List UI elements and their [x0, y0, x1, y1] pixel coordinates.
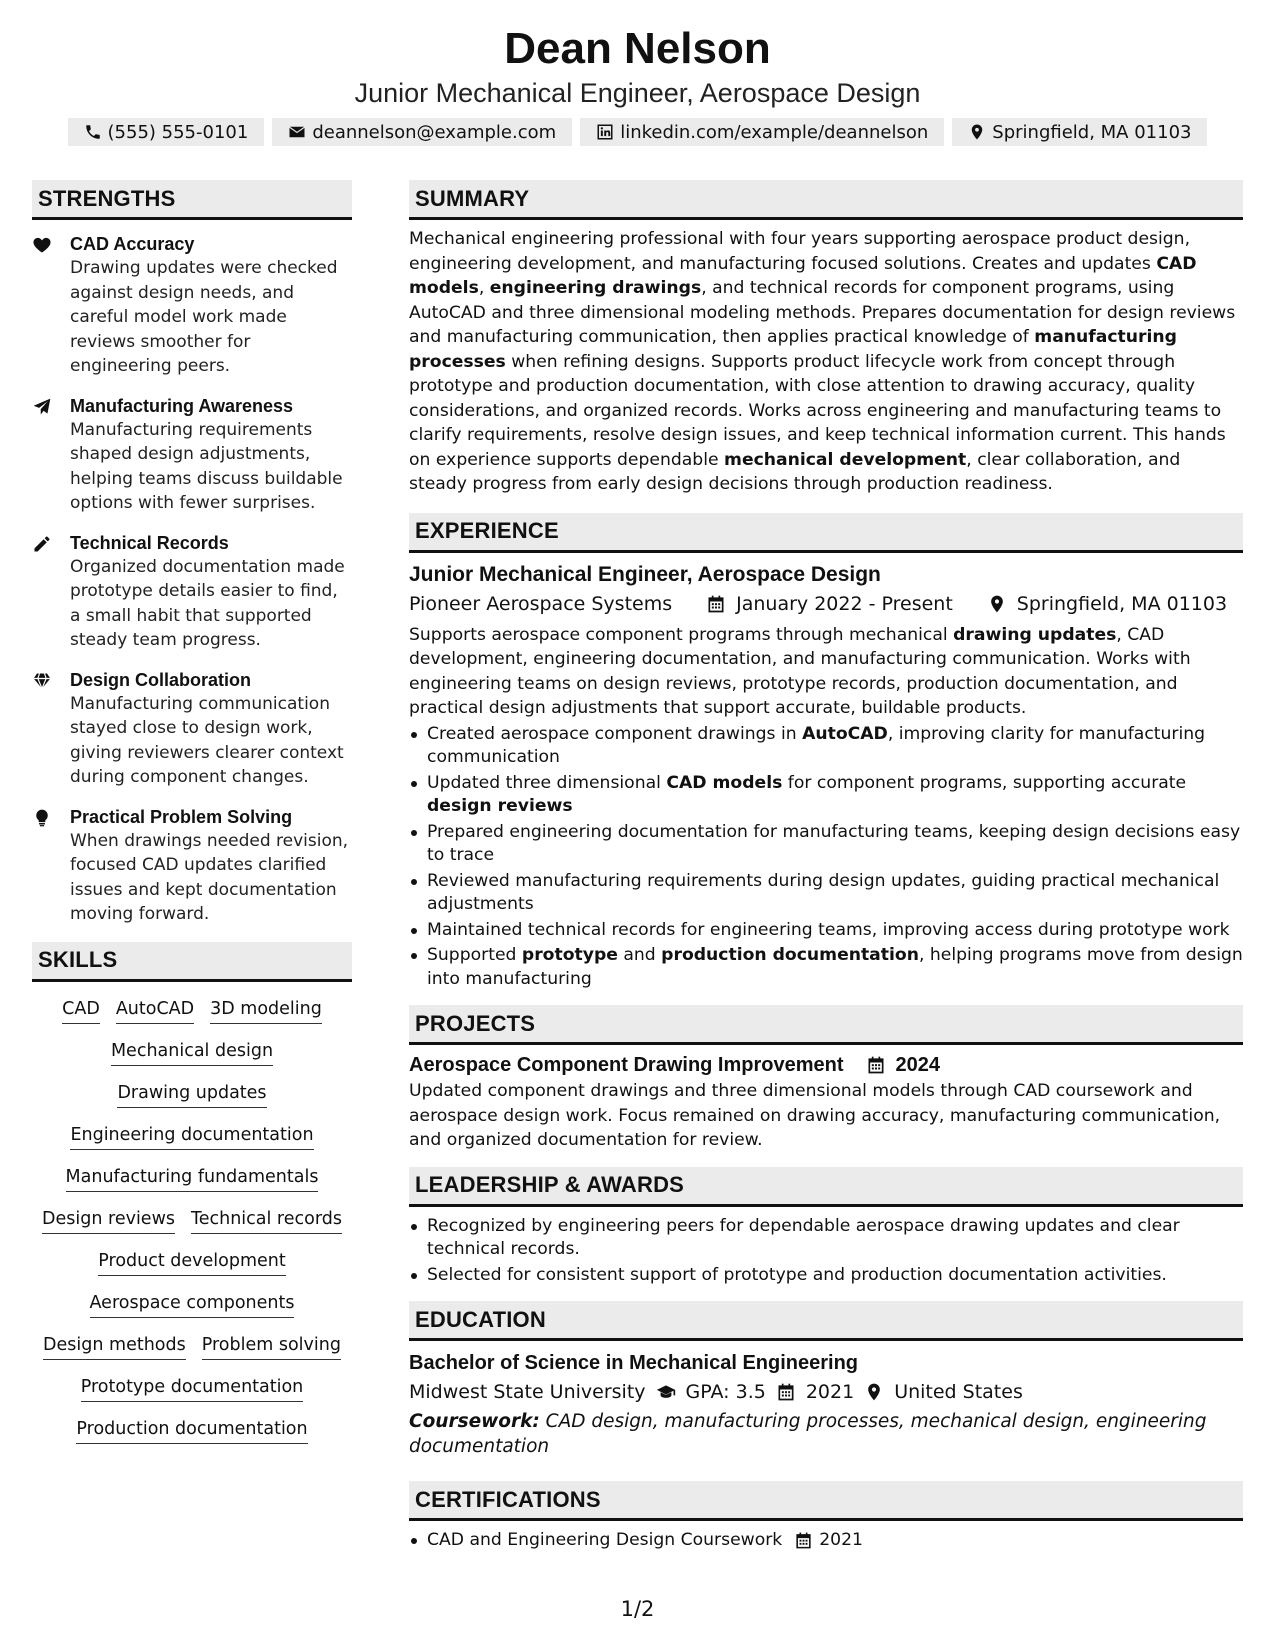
awards-heading: LEADERSHIP & AWARDS: [409, 1167, 1243, 1207]
candidate-title: Junior Mechanical Engineer, Aerospace Design: [354, 78, 921, 108]
page-number: 1/2: [620, 1597, 655, 1621]
bold-keyword: drawing updates: [953, 624, 1117, 645]
strength-title: Design Collaboration: [70, 669, 252, 690]
project-year: 2024: [895, 1054, 941, 1076]
projects-heading: PROJECTS: [409, 1005, 1243, 1045]
experience-bullet: [409, 821, 1243, 868]
summary-text: [409, 227, 1243, 497]
text-run: , helping programs move from design into manufacturing: [427, 945, 1243, 989]
text-run: Mechanical engineering professional with four years supporting aerospace product design, engineering development, and manufacturing focused solutions. Creates and updates: [409, 229, 1191, 274]
skills-heading: SKILLS: [32, 942, 352, 982]
skills-list: [32, 996, 352, 1444]
experience-location: Springfield, MA 01103: [1016, 592, 1228, 615]
text-run: Reviewed manufacturing requirements during design updates, guiding practical mechanical adjustments: [427, 870, 1220, 914]
experience-company: Pioneer Aerospace Systems: [409, 592, 673, 615]
summary-heading: SUMMARY: [409, 180, 1243, 220]
left-column: [32, 180, 352, 1444]
education-meta: [409, 1377, 1243, 1407]
calendar-icon: [776, 1382, 796, 1402]
skill-tag: Aerospace components: [90, 1290, 295, 1318]
text-run: for component programs, supporting accurate: [782, 772, 1187, 793]
bold-keyword: engineering drawings: [489, 278, 702, 298]
experience-bullet: [409, 772, 1243, 819]
strength-body: [70, 805, 352, 927]
bold-keyword: mechanical development: [724, 449, 967, 470]
education-degree: Bachelor of Science in Mechanical Engineering: [409, 1352, 859, 1374]
experience-bullet: [409, 919, 1243, 943]
skill-tag: Technical records: [191, 1206, 342, 1234]
contact-location: [952, 118, 1207, 146]
strength-title: Practical Problem Solving: [70, 806, 293, 827]
strength-description: Manufacturing requirements shaped design adjustments, helping teams discuss buildable options with fewer surprises.: [70, 419, 343, 513]
text-run: when refining designs. Supports product lifecycle work from concept through prototype and production documentation, with close attention to drawing accuracy, quality considerations, and organized records. Works across engineering and manufacturing teams to clarify requirements, resolve design issues, and keep technical information current. This hands on experience supports dependable: [409, 351, 1226, 470]
diamond-icon: [32, 668, 70, 790]
skill-tag: Drawing updates: [117, 1080, 266, 1108]
text-run: Prepared engineering documentation for manufacturing teams, keeping design decisions easy to trace: [427, 821, 1241, 865]
text-run: , and technical records for component programs, using AutoCAD and three dimensional modeling methods. Prepares documentation for design reviews and manufacturing communication, then applies practical knowledge of: [409, 278, 1236, 347]
skill-tag: Manufacturing fundamentals: [66, 1164, 319, 1192]
experience-role: Junior Mechanical Engineer, Aerospace Design: [409, 562, 881, 586]
candidate-name: Dean Nelson: [504, 24, 771, 73]
strength-item: [32, 805, 352, 927]
resume-header: [0, 22, 1275, 146]
experience-dates: January 2022 - Present: [736, 592, 953, 615]
text-run: ,: [478, 278, 490, 298]
text-run: and: [617, 945, 662, 965]
linkedin-icon: [596, 123, 614, 141]
bold-keyword: prototype: [521, 945, 618, 965]
award-item: Recognized by engineering peers for dependable aerospace drawing updates and clear technical records.: [409, 1215, 1243, 1262]
bold-keyword: design reviews: [427, 796, 573, 816]
skill-tag: Production documentation: [76, 1416, 307, 1444]
strength-body: [70, 668, 352, 790]
certifications-list: [409, 1529, 1243, 1553]
email-text[interactable]: deannelson@example.com: [312, 121, 557, 143]
envelope-icon: [288, 123, 306, 141]
coursework-text: CAD design, manufacturing processes, mechanical design, engineering documentation: [409, 1411, 1207, 1457]
skill-tag: 3D modeling: [210, 996, 322, 1024]
certification-item: [409, 1529, 1243, 1553]
text-run: Maintained technical records for engineering teams, improving access during prototype work: [427, 919, 1230, 940]
text-run: Created aerospace component drawings in: [427, 723, 803, 744]
skill-tag: Problem solving: [202, 1332, 341, 1360]
text-run: , improving clarity for manufacturing communication: [427, 723, 1206, 767]
bold-keyword: CAD models: [409, 253, 1197, 298]
strength-title: CAD Accuracy: [70, 234, 195, 254]
pencil-icon: [32, 531, 70, 653]
skill-tag: Product development: [98, 1248, 285, 1276]
strength-description: Organized documentation made prototype details easier to find, a small habit that supported steady team progress.: [70, 556, 345, 650]
strength-description: Drawing updates were checked against design needs, and careful model work made reviews smoother for engineering peers.: [70, 258, 338, 376]
project-header: [409, 1051, 1243, 1079]
strengths-list: [32, 232, 352, 927]
education-year: 2021: [805, 1381, 855, 1403]
award-item: Selected for consistent support of prototype and production documentation activities.: [409, 1264, 1243, 1288]
education-location: United States: [894, 1381, 1023, 1403]
education-school: Midwest State University: [409, 1381, 646, 1403]
experience-heading: EXPERIENCE: [409, 513, 1243, 553]
strength-item: [32, 531, 352, 653]
strength-description: When drawings needed revision, focused CAD updates clarified issues and kept documentation moving forward.: [70, 830, 349, 924]
map-pin-icon: [968, 123, 986, 141]
text-run: Supports aerospace component programs through mechanical: [409, 624, 954, 645]
experience-bullet: [409, 944, 1243, 991]
project-description: Updated component drawings and three dimensional models through CAD coursework and aerospace design work. Focus remained on drawing accuracy, manufacturing communication, and organized documentation for review.: [409, 1081, 1221, 1150]
education-heading: EDUCATION: [409, 1301, 1243, 1341]
bold-keyword: AutoCAD: [802, 723, 888, 744]
skill-tag: Engineering documentation: [70, 1122, 313, 1150]
strength-item: [32, 668, 352, 790]
project-title: Aerospace Component Drawing Improvement: [409, 1054, 844, 1076]
map-pin-icon: [864, 1382, 884, 1402]
experience-bullets: [409, 723, 1243, 992]
skill-tag: Mechanical design: [111, 1038, 273, 1066]
strength-title: Technical Records: [70, 532, 229, 553]
certifications-heading: CERTIFICATIONS: [409, 1481, 1243, 1521]
awards-list: [409, 1215, 1243, 1288]
strength-item: [32, 232, 352, 379]
linkedin-text[interactable]: linkedin.com/example/deannelson: [620, 121, 929, 143]
contact-email[interactable]: [272, 118, 572, 146]
bold-keyword: manufacturing processes: [409, 327, 1177, 372]
education-coursework: [409, 1409, 1243, 1459]
certification-year: 2021: [819, 1530, 863, 1550]
right-column: [409, 180, 1243, 1555]
location-text: Springfield, MA 01103: [992, 121, 1192, 143]
contact-linkedin[interactable]: [580, 118, 944, 146]
heart-icon: [32, 232, 70, 379]
skill-tag: Design methods: [43, 1332, 186, 1360]
calendar-icon: [794, 1531, 813, 1550]
graduation-cap-icon: [656, 1382, 676, 1402]
skill-tag: Design reviews: [42, 1206, 175, 1234]
bold-keyword: production documentation: [661, 945, 919, 965]
experience-description: [409, 623, 1243, 721]
experience-bullet: [409, 723, 1243, 770]
text-run: Supported: [427, 945, 522, 965]
certification-name: CAD and Engineering Design Coursework: [427, 1530, 783, 1550]
paper-plane-icon: [32, 394, 70, 516]
bold-keyword: CAD models: [666, 772, 783, 793]
text-run: Updated three dimensional: [427, 772, 667, 793]
strength-item: [32, 394, 352, 516]
phone-text: (555) 555-0101: [107, 121, 249, 143]
phone-icon: [84, 123, 102, 141]
contact-bar: [0, 118, 1275, 146]
skill-tag: CAD: [62, 996, 100, 1024]
strength-body: [70, 232, 352, 379]
contact-phone: [68, 118, 265, 146]
strengths-heading: STRENGTHS: [32, 180, 352, 220]
strength-title: Manufacturing Awareness: [70, 395, 294, 416]
experience-meta: [409, 589, 1243, 619]
text-run: , CAD development, engineering documentation, and manufacturing communication. Works with engineering teams on design reviews, prototype records, production documentation, and practical design adjustments that support accurate, buildable products.: [409, 624, 1191, 718]
lightbulb-icon: [32, 805, 70, 927]
strength-body: [70, 531, 352, 653]
strength-body: [70, 394, 352, 516]
strength-description: Manufacturing communication stayed close to design work, giving reviewers clearer context during component changes.: [70, 693, 344, 787]
map-pin-icon: [987, 594, 1007, 614]
experience-bullet: [409, 870, 1243, 917]
calendar-icon: [706, 594, 726, 614]
skill-tag: Prototype documentation: [81, 1374, 304, 1402]
coursework-label: Coursework:: [409, 1411, 540, 1432]
education-gpa: GPA: 3.5: [685, 1381, 766, 1403]
text-run: , clear collaboration, and steady progress from early design decisions through production readiness.: [409, 449, 1181, 494]
skill-tag: AutoCAD: [116, 996, 194, 1024]
calendar-icon: [866, 1055, 886, 1075]
